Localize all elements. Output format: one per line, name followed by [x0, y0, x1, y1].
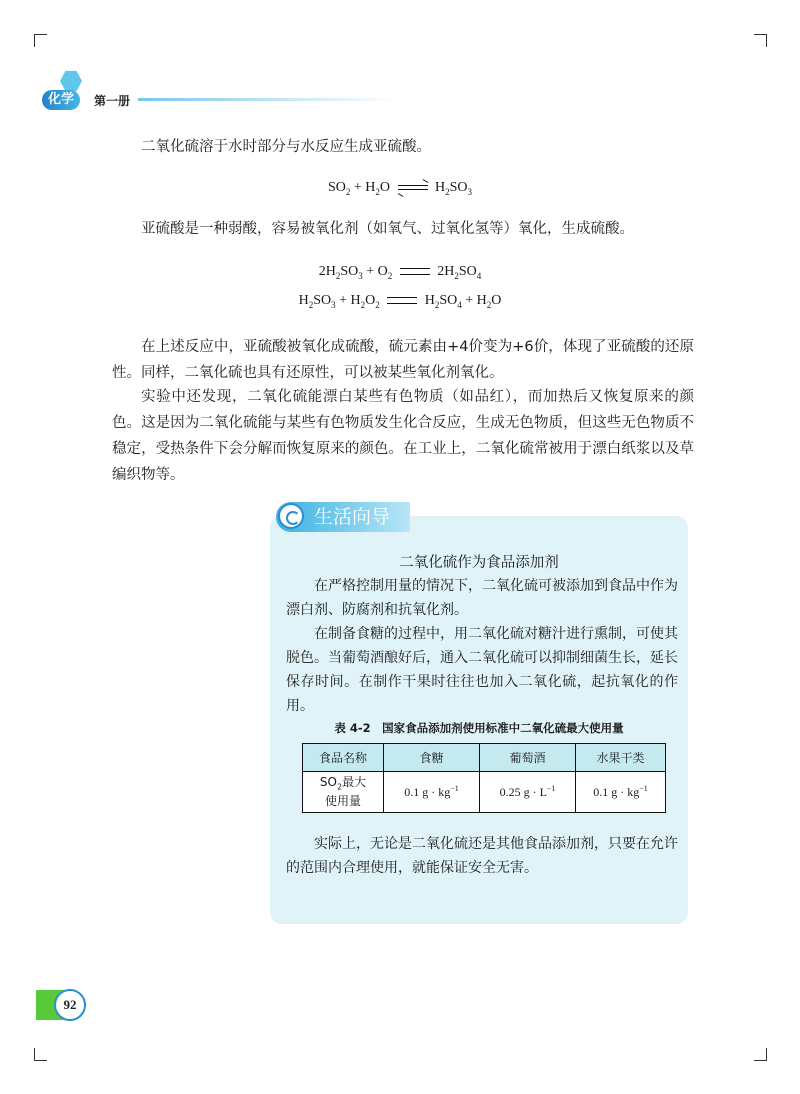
intro-paragraph: 二氧化硫溶于水时部分与水反应生成亚硫酸。 [141, 139, 431, 155]
table-header-cell: 水果干类 [576, 744, 666, 772]
table-cell: 0.1 $g \cdot kg^{-1}$ [576, 772, 666, 813]
equation-left: $SO_2 + H_2O$ [327, 180, 390, 197]
table-cell: 0.1 $g \cdot kg^{-1}$ [384, 772, 480, 813]
sulfurous-acid-paragraph: 亚硫酸是一种弱酸，容易被氧化剂（如氧气、过氧化氢等）氧化，生成硫酸。 [141, 221, 634, 237]
reversible-arrow-icon [398, 184, 428, 192]
bleaching-paragraph: 实验中还发现，二氧化硫能漂白某些有色物质（如品红），而加热后又恢复原来的颜色。这是因为二氧化硫能与某些有色物质发生化合反应，生成无色物质，但这些无色物质不稳定，受热条件下会分解而恢复原来的颜色。在工业上，二氧化硫常被用于漂白纸浆以及草编织物等。 [112, 389, 694, 483]
equals-sign-icon [387, 297, 417, 304]
box-paragraph-additive: 在严格控制用量的情况下，二氧化硫可被添加到食品中作为漂白剂、防腐剂和抗氧化剂。 [286, 578, 678, 618]
table-header-cell: 食品名称 [303, 744, 384, 772]
equation-left: $H_2SO_3 + H_2O_2$ [298, 293, 380, 310]
equation-left: $2H_2SO_3 + O_2$ [318, 264, 393, 281]
crop-mark-top-left [34, 34, 47, 47]
box-title: 二氧化硫作为食品添加剂 [399, 555, 559, 571]
lifebuoy-icon [278, 503, 304, 529]
table-row [303, 772, 666, 813]
equation-sulfurous-peroxide [0, 293, 800, 310]
crop-mark-bottom-left [34, 1048, 47, 1061]
page-number: 92 [54, 989, 86, 1021]
table-row-label: $SO_2$最大 使用量 [303, 772, 384, 813]
hexagon-icon [60, 70, 82, 92]
equation-right: $H_2SO_4 + H_2O$ [424, 293, 502, 310]
table-header-cell: 葡萄酒 [480, 744, 576, 772]
box-paragraph-safety: 实际上，无论是二氧化硫还是其他食品添加剂，只要在允许的范围内合理使用，就能保证安全无害。 [286, 836, 678, 876]
reduction-paragraph: 在上述反应中，亚硫酸被氧化成硫酸，硫元素由+4价变为+6价，体现了亚硫酸的还原性。同样，二氧化硫也具有还原性，可以被某些氧化剂氧化。 [112, 339, 694, 381]
equation-sulfurous-oxygen [0, 264, 800, 281]
crop-mark-bottom-right [754, 1048, 767, 1061]
life-guide-tab [276, 502, 410, 532]
header-rule [138, 98, 398, 101]
running-header [38, 70, 398, 110]
table-header-row [303, 744, 666, 772]
box-paragraph-uses: 在制备食糖的过程中，用二氧化硫对糖汁进行熏制，可使其脱色。当葡萄酒酿好后，通入二氧化硫可以抑制细菌生长，延长保存时间。在制作干果时往往也加入二氧化硫，起抗氧化的作用。 [286, 626, 678, 714]
subject-badge: 化学 [42, 90, 80, 110]
volume-label: 第一册 [94, 94, 131, 108]
life-guide-label: 生活向导 [314, 506, 391, 528]
equation-sulfur-dioxide-water [0, 180, 800, 197]
equals-sign-icon [400, 268, 430, 275]
equation-right: $H_2SO_3$ [435, 180, 473, 197]
equation-right: $2H_2SO_4$ [437, 264, 482, 281]
table-cell: 0.25 $g \cdot L^{-1}$ [480, 772, 576, 813]
so2-limit-table [302, 743, 666, 813]
table-header-cell: 食糖 [384, 744, 480, 772]
crop-mark-top-right [754, 34, 767, 47]
table-caption: 表 4-2 国家食品添加剂使用标准中二氧化硫最大使用量 [334, 721, 624, 735]
